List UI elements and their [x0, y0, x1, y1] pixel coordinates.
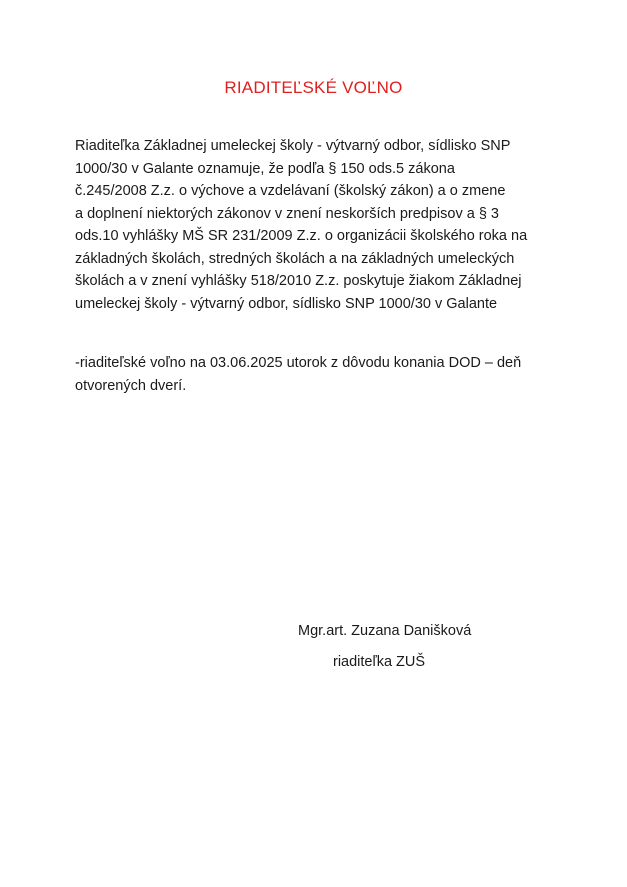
notice-line: -riaditeľské voľno na 03.06.2025 utorok z dôvodu konania DOD – deň: [75, 355, 522, 371]
body-line: 1000/30 v Galante oznamuje, že podľa § 150 ods.5 zákona: [75, 160, 455, 177]
notice-line: otvorených dverí.: [75, 377, 187, 394]
body-line: č.245/2008 Z.z. o výchove a vzdelávaní (školský zákon) a o zmene: [75, 183, 506, 199]
signature-role: riaditeľka ZUŠ: [333, 654, 426, 670]
signature-name: Mgr.art. Zuzana Danišková: [298, 623, 472, 639]
document-title: RIADITEĽSKÉ VOĽNO: [224, 78, 403, 97]
holiday-notice: [75, 352, 575, 397]
body-line: školách a v znení vyhlášky 518/2010 Z.z. poskytuje žiakom Základnej: [75, 273, 522, 289]
body-line: základných školách, stredných školách a na základných umeleckých: [75, 250, 515, 267]
body-line: ods.10 vyhlášky MŠ SR 231/2009 Z.z. o organizácii školského roka na: [75, 228, 528, 244]
body-line: umeleckej školy - výtvarný odbor, sídlisko SNP 1000/30 v Galante: [75, 295, 498, 312]
announcement-body: [75, 135, 565, 315]
body-line: a doplnení niektorých zákonov v znení neskorších predpisov a § 3: [75, 205, 499, 222]
body-line: Riaditeľka Základnej umeleckej školy - výtvarný odbor, sídlisko SNP: [75, 138, 511, 154]
